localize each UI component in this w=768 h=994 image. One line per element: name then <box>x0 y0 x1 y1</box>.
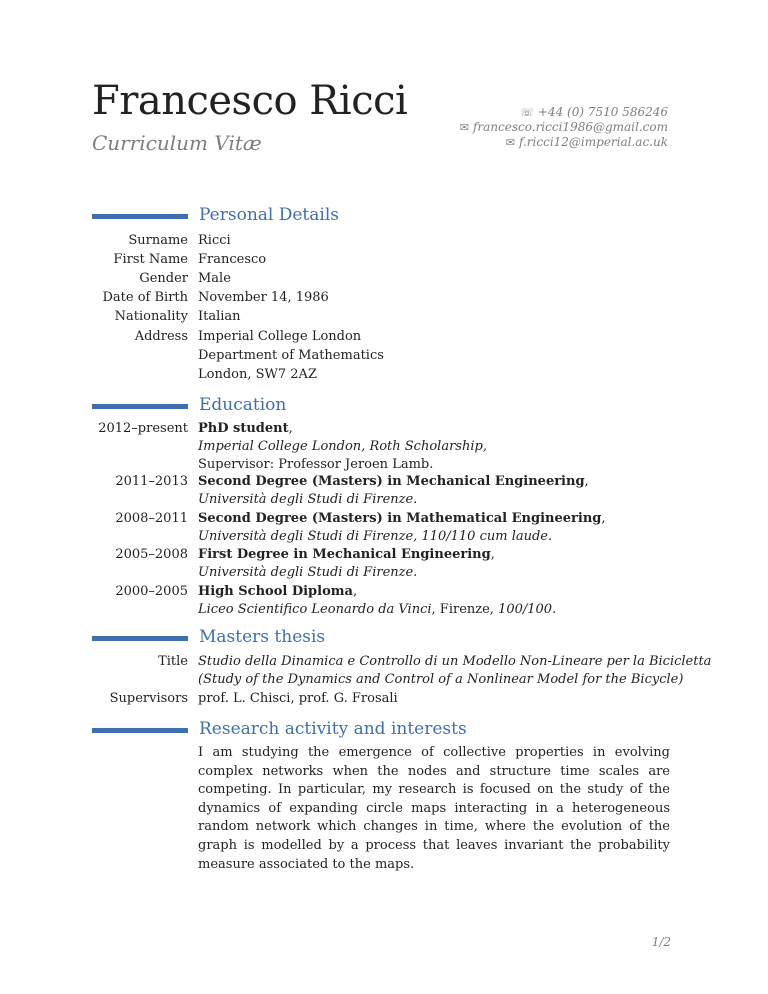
edu-degree: High School Diploma, <box>198 584 358 599</box>
edu-institution: Università degli Studi di Firenze. <box>198 492 418 507</box>
section-title: Research activity and interests <box>199 719 467 739</box>
address-label: Address <box>134 329 188 344</box>
surname-value: Ricci <box>198 233 231 248</box>
edu-institution: Università degli Studi di Firenze, 110/110 cum laude. <box>198 529 553 544</box>
edu-institution: Liceo Scientifico Leonardo da Vinci, Firenze, 100/100. <box>198 602 557 617</box>
nationality-value: Italian <box>198 309 241 324</box>
gender-label: Gender <box>139 271 188 286</box>
cv-subtitle: Curriculum Vitæ <box>92 131 262 155</box>
envelope-icon: ✉ <box>505 136 515 149</box>
edu-institution: Imperial College London, Roth Scholarship, <box>198 439 487 454</box>
envelope-icon: ✉ <box>459 121 469 134</box>
section-title: Masters thesis <box>199 627 326 647</box>
section-research <box>0 719 768 743</box>
page-number: 1/2 <box>651 935 671 949</box>
section-rule <box>92 404 188 409</box>
dob-value: November 14, 1986 <box>198 290 329 305</box>
address-line-3: London, SW7 2AZ <box>198 367 317 382</box>
edu-years: 2011–2013 <box>115 474 188 489</box>
address-line-1: Imperial College London <box>198 329 362 344</box>
edu-years: 2000–2005 <box>115 584 188 599</box>
section-rule <box>92 636 188 641</box>
gender-value: Male <box>198 271 231 286</box>
first-name-label: First Name <box>113 252 188 267</box>
section-masters-thesis <box>0 627 768 651</box>
dob-label: Date of Birth <box>102 290 188 305</box>
contact-email-work[interactable]: ✉ f.ricci12@imperial.ac.uk <box>505 135 668 149</box>
surname-label: Surname <box>128 233 188 248</box>
thesis-supervisors-value: prof. L. Chisci, prof. G. Frosali <box>198 691 398 706</box>
edu-institution: Università degli Studi di Firenze. <box>198 565 418 580</box>
thesis-title-label: Title <box>158 654 188 669</box>
section-title: Education <box>199 395 287 415</box>
edu-years: 2008–2011 <box>115 511 188 526</box>
research-paragraph: I am studying the emergence of collective properties in evolving complex networks when the nodes and structure time scales are competing. In particular, my research is focused on the study of the dynamics of expanding circle maps interacting in a heterogeneous random network which changes in time, where the evolution of the graph is modelled by a process that leaves invariant the probability measure associated to the maps. <box>198 745 670 872</box>
edu-degree: Second Degree (Masters) in Mathematical Engineering, <box>198 511 606 526</box>
first-name-value: Francesco <box>198 252 267 267</box>
contact-block <box>460 105 668 150</box>
thesis-title-line-2: (Study of the Dynamics and Control of a Nonlinear Model for the Bicycle) <box>198 672 684 687</box>
section-title: Personal Details <box>199 205 340 225</box>
edu-degree: PhD student, <box>198 421 293 436</box>
edu-years: 2012–present <box>98 421 188 436</box>
section-rule <box>92 214 188 219</box>
phone-icon: ☏ <box>520 106 534 119</box>
thesis-supervisors-label: Supervisors <box>109 691 188 706</box>
edu-years: 2005–2008 <box>115 547 188 562</box>
cv-name: Francesco Ricci <box>92 78 408 124</box>
edu-degree: First Degree in Mechanical Engineering, <box>198 547 495 562</box>
section-education <box>0 395 768 419</box>
contact-email-personal[interactable]: ✉ francesco.ricci1986@gmail.com <box>459 120 668 134</box>
address-line-2: Department of Mathematics <box>198 348 384 363</box>
section-personal-details <box>0 205 768 229</box>
nationality-label: Nationality <box>114 309 188 324</box>
edu-supervisor: Supervisor: Professor Jeroen Lamb. <box>198 457 434 472</box>
edu-degree: Second Degree (Masters) in Mechanical Engineering, <box>198 474 589 489</box>
thesis-title-line-1: Studio della Dinamica e Controllo di un Modello Non-Lineare per la Bicicletta <box>198 654 712 669</box>
contact-phone: ☏ +44 (0) 7510 586246 <box>520 105 668 119</box>
section-rule <box>92 728 188 733</box>
